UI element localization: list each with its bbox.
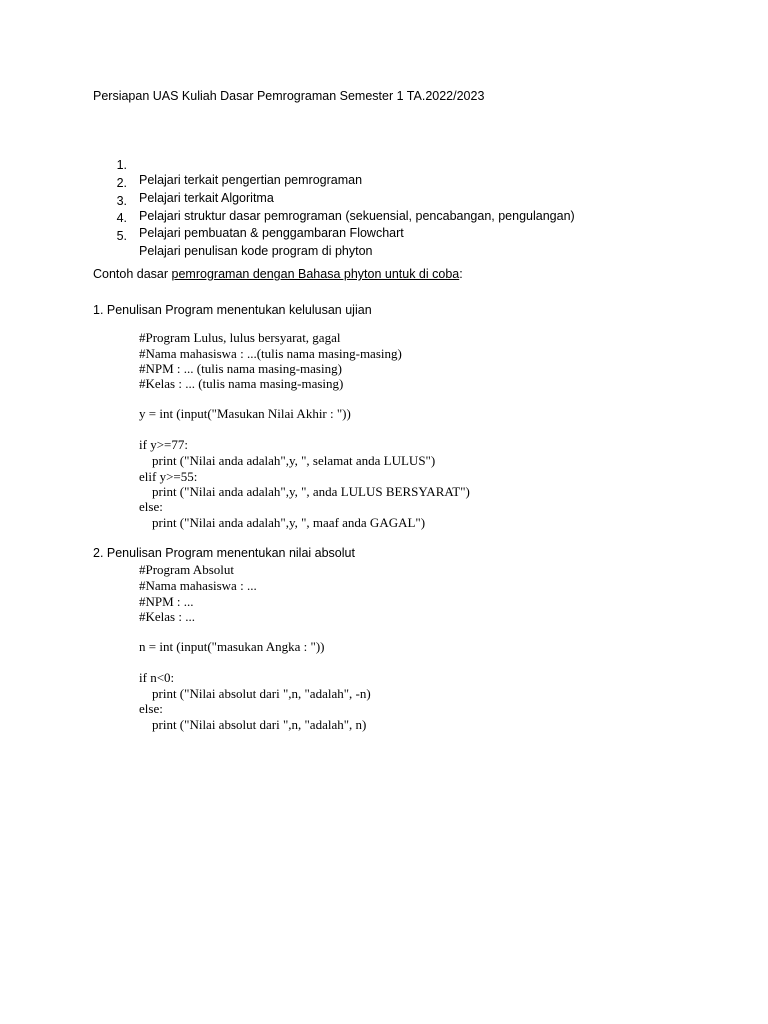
- code-line: y = int (input("Masukan Nilai Akhir : ")): [139, 406, 351, 421]
- code-line: elif y>=55:: [139, 469, 198, 484]
- examples-heading-prefix: Contoh dasar: [93, 267, 172, 281]
- example1-heading: 1. Penulisan Program menentukan kelulusan ujian: [93, 303, 372, 317]
- code-line: #Nama mahasiswa : ...: [139, 578, 257, 593]
- list-item-number: 3.: [116, 193, 127, 208]
- examples-heading-suffix: :: [459, 267, 463, 281]
- code-line: print ("Nilai anda adalah",y, ", maaf anda GAGAL"): [139, 515, 426, 530]
- page-title: Persiapan UAS Kuliah Dasar Pemrograman Semester 1 TA.2022/2023: [93, 89, 485, 103]
- code-line: else:: [139, 701, 163, 716]
- code-line: else:: [139, 499, 163, 514]
- examples-heading-underlined: pemrograman dengan Bahasa phyton untuk di coba: [171, 267, 460, 281]
- code-line: #Program Lulus, lulus bersyarat, gagal: [139, 330, 341, 345]
- code-line: if n<0:: [139, 670, 175, 685]
- example2-heading: 2. Penulisan Program menentukan nilai absolut: [93, 546, 355, 560]
- list-item-number: 1.: [116, 158, 127, 172]
- list-item-number: 4.: [116, 211, 127, 226]
- code-line: n = int (input("masukan Angka : ")): [139, 639, 325, 654]
- study-list: [113, 143, 575, 259]
- code-line: #Program Absolut: [139, 562, 234, 577]
- code-line: print ("Nilai anda adalah",y, ", selamat anda LULUS"): [139, 453, 436, 468]
- list-item-text: Pelajari terkait Algoritma: [139, 190, 274, 205]
- code-line: print ("Nilai absolut dari ",n, "adalah", n): [139, 717, 367, 732]
- examples-heading: [93, 267, 463, 282]
- code-line: print ("Nilai anda adalah",y, ", anda LULUS BERSYARAT"): [139, 484, 470, 499]
- code-line: #NPM : ... (tulis nama masing-masing): [139, 361, 342, 376]
- list-item: [113, 143, 363, 187]
- code-line: #Kelas : ...: [139, 609, 195, 624]
- list-item-number: 5.: [116, 229, 127, 244]
- list-item-number: 2.: [116, 175, 127, 190]
- code-line: #Kelas : ... (tulis nama masing-masing): [139, 376, 344, 391]
- code-line: print ("Nilai absolut dari ",n, "adalah", -n): [139, 686, 371, 701]
- code-line: #NPM : ...: [139, 594, 194, 609]
- code-line: if y>=77:: [139, 437, 188, 452]
- list-item-text: Pelajari pembuatan & penggambaran Flowchart: [139, 226, 404, 241]
- list-item-text: Pelajari struktur dasar pemrograman (sekuensial, pencabangan, pengulangan): [139, 208, 575, 223]
- list-item-text: Pelajari penulisan kode program di phyton: [139, 244, 373, 259]
- code-line: #Nama mahasiswa : ...(tulis nama masing-masing): [139, 346, 402, 361]
- list-item-text: Pelajari terkait pengertian pemrograman: [139, 173, 363, 187]
